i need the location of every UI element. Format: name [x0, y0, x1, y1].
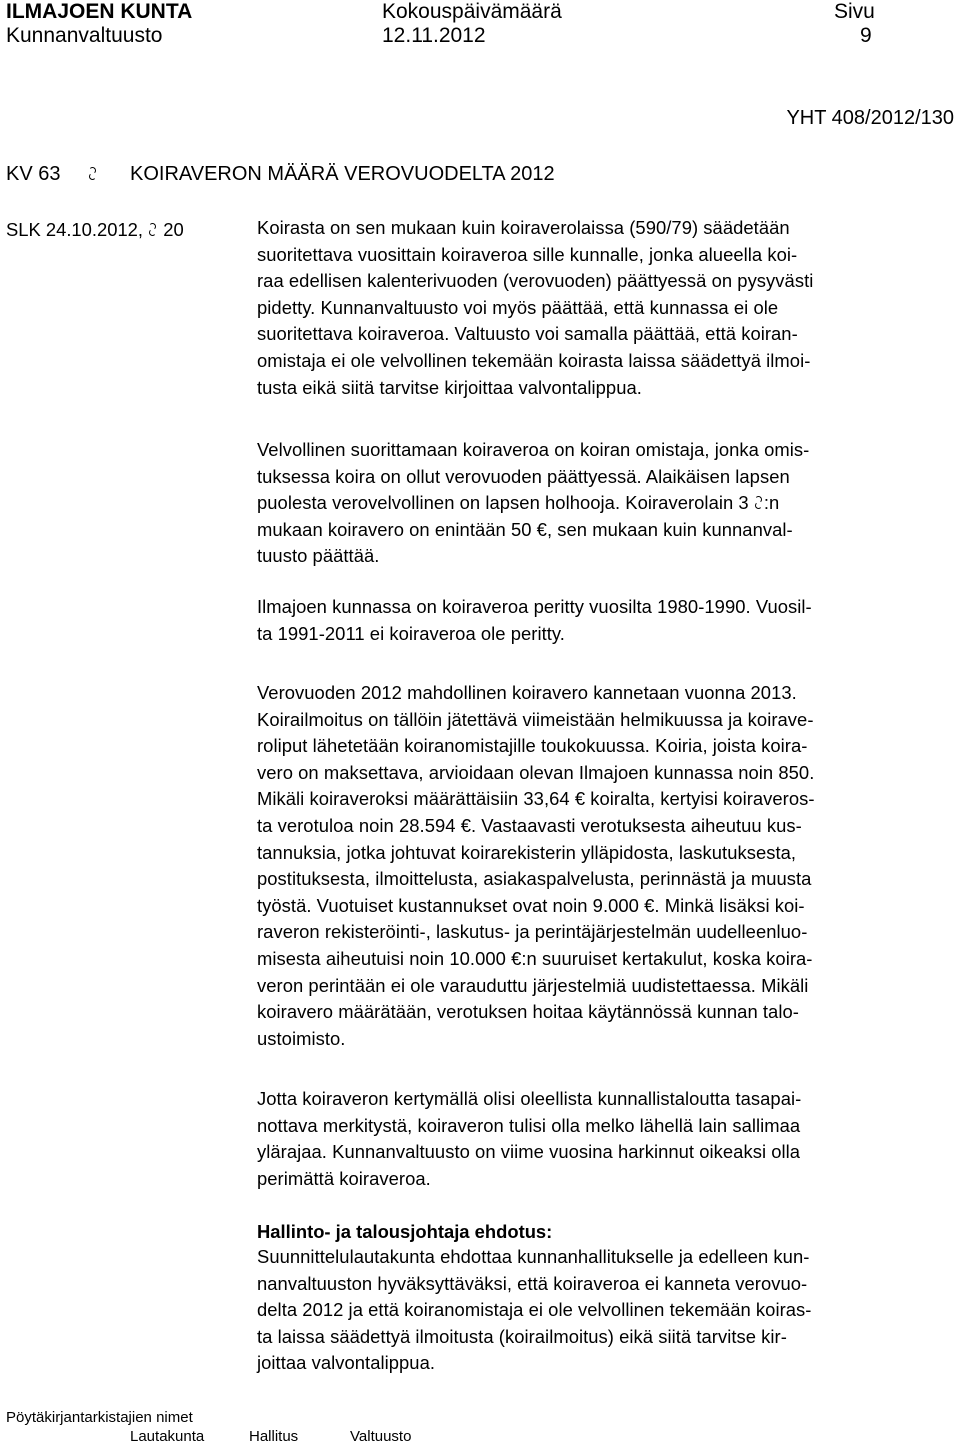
paragraph-line	[257, 921, 807, 943]
item-title: KOIRAVERON MÄÄRÄ VEROVUODELTA 2012	[130, 163, 555, 185]
meeting-reference-number: 20	[163, 219, 184, 240]
paragraph-line-text: työstä. Vuotuiset kustannukset ovat noin 9.000 €. Minkä lisäksi koi-	[257, 894, 805, 916]
paragraph-line-text: raa edellisen kalenterivuoden (verovuoden) päättyessä on pysyvästi	[257, 270, 814, 292]
paragraph-line-text: Ilmajoen kunnassa on koiraveroa peritty vuosilta 1980-1990. Vuosil-	[257, 596, 812, 617]
paragraph-line	[257, 439, 809, 461]
paragraph-line-text: pidetty. Kunnanvaltuusto voi myös päättää, että kunnassa ei ole	[257, 296, 779, 318]
paragraph-line-text: Verovuoden 2012 mahdollinen koiravero kannetaan vuonna 2013.	[257, 682, 797, 703]
proposal-line	[257, 1246, 809, 1268]
section-sign-icon	[754, 495, 764, 511]
body-name: Kunnanvaltuusto	[6, 24, 163, 47]
paragraph-line	[257, 1141, 800, 1163]
paragraph-line	[257, 323, 798, 345]
paragraph-line-text: perimättä koiraveroa.	[257, 1167, 431, 1189]
item-number-text: KV 63	[6, 163, 61, 185]
paragraph-line	[257, 545, 379, 567]
case-reference: YHT 408/2012/130	[786, 107, 954, 129]
paragraph-line-text: veron perintään ei ole varauduttu järjestelmiä uudistettaessa. Mikäli	[257, 974, 809, 996]
proposal-line-text: Suunnittelulautakunta ehdottaa kunnanhallitukselle ja edelleen kun-	[257, 1246, 810, 1267]
proposal-line	[257, 1352, 435, 1374]
paragraph-line-text: tannuksia, jotka johtuvat koirarekisterin ylläpidosta, laskutuksesta,	[257, 841, 797, 863]
paragraph-line	[257, 735, 807, 757]
paragraph-line	[257, 519, 793, 541]
page-label: Sivu	[834, 0, 875, 23]
paragraph-line	[257, 596, 812, 618]
page-number: 9	[860, 24, 872, 47]
paragraph-line	[257, 466, 790, 488]
organization-name: ILMAJOEN KUNTA	[6, 0, 193, 23]
paragraph-line-text: puolesta verovelvollinen on lapsen holhooja. Koiraverolain 3	[257, 492, 749, 514]
item-number	[6, 163, 98, 186]
paragraph-line	[257, 842, 796, 864]
paragraph-line	[257, 709, 814, 731]
paragraph-line-text: Velvollinen suorittamaan koiraveroa on koiran omistaja, jonka omis-	[257, 439, 810, 460]
footer-column-valtuusto: Valtuusto	[350, 1428, 412, 1445]
paragraph-line-text: tuksessa koira on ollut verovuoden päättyessä. Alaikäisen lapsen	[257, 465, 790, 487]
proposal-line-text: ta laissa säädettyä ilmoitusta (koirailmoitus) eikä siitä tarvitse kir-	[257, 1325, 787, 1347]
section-sign-icon	[88, 166, 98, 182]
paragraph-line-text: misesta aiheutuisi noin 10.000 €:n suuruiset kertakulut, koska koira-	[257, 948, 813, 969]
paragraph-line-text: ylärajaa. Kunnanvaltuusto on viime vuosina harkinnut oikeaksi olla	[257, 1141, 801, 1163]
footer-label: Pöytäkirjantarkistajien nimet	[6, 1409, 193, 1426]
paragraph-line	[257, 1088, 801, 1110]
proposal-line-text: nanvaltuuston hyväksyttäväksi, että koiraveroa ei kanneta verovuo-	[257, 1272, 808, 1294]
section-sign-icon	[148, 222, 158, 238]
paragraph-line	[257, 868, 811, 890]
paragraph-line	[257, 948, 812, 970]
paragraph-line-text: ta verotuloa noin 28.594 €. Vastaavasti verotuksesta aiheutuu kus-	[257, 815, 802, 836]
paragraph-line-text: Jotta koiraveron kertymällä olisi oleellista kunnallistaloutta tasapai-	[257, 1088, 802, 1109]
paragraph-line	[257, 1115, 800, 1137]
paragraph-line	[257, 975, 808, 997]
paragraph-line	[257, 377, 642, 399]
paragraph-line-text: suoritettava koiraveroa. Valtuusto voi samalla päättää, että koiran-	[257, 323, 798, 345]
meeting-date: 12.11.2012	[382, 24, 486, 47]
paragraph-line-text: tusta eikä siitä tarvitse kirjoittaa valvontalippua.	[257, 376, 642, 398]
paragraph-line	[257, 1168, 431, 1190]
proposal-line-text: delta 2012 ja että koiranomistaja ei ole velvollinen tekemään koiras-	[257, 1299, 812, 1321]
paragraph-line-text: Mikäli koiraveroksi määrättäisiin 33,64 € koiralta, kertyisi koiraveros-	[257, 788, 815, 810]
paragraph-line	[257, 895, 805, 917]
proposal-line	[257, 1299, 811, 1321]
paragraph-line-text: roliput lähetetään koiranomistajille toukokuussa. Koiria, joista koira-	[257, 735, 808, 757]
paragraph-line-text: ta 1991-2011 ei koiraveroa ole peritty.	[257, 622, 565, 644]
paragraph-line	[257, 762, 814, 784]
paragraph-line	[257, 1028, 345, 1050]
paragraph-line	[257, 217, 790, 239]
paragraph-line-text: ustoimisto.	[257, 1027, 346, 1049]
meeting-date-label: Kokouspäivämäärä	[382, 0, 562, 23]
paragraph-line	[257, 788, 815, 810]
proposal-line	[257, 1273, 807, 1295]
paragraph-line	[257, 623, 565, 645]
proposal-heading: Hallinto- ja talousjohtaja ehdotus:	[257, 1221, 553, 1242]
paragraph-line-text: suoritettava vuosittain koiraveroa sille kunnalle, jonka alueella koi-	[257, 243, 798, 265]
paragraph-line-text: vero on maksettava, arvioidaan olevan Ilmajoen kunnassa noin 850.	[257, 761, 815, 783]
proposal-line	[257, 1326, 787, 1348]
footer-column-hallitus: Hallitus	[249, 1428, 299, 1445]
proposal-line-text: joittaa valvontalippua.	[257, 1352, 436, 1374]
paragraph-line-text: mukaan koiravero on enintään 50 €, sen mukaan kuin kunnanval-	[257, 518, 793, 540]
paragraph-line	[257, 1001, 799, 1023]
paragraph-line	[257, 492, 779, 514]
paragraph-line-text: postituksesta, ilmoittelusta, asiakaspalvelusta, perinnästä ja muusta	[257, 868, 812, 890]
paragraph-line-suffix: :n	[763, 492, 780, 514]
paragraph-line	[257, 682, 797, 704]
paragraph-line	[257, 297, 778, 319]
paragraph-line-text: nottava merkitystä, koiraveron tulisi olla melko lähellä lain sallimaa	[257, 1114, 801, 1136]
meeting-reference	[6, 219, 184, 241]
paragraph-line-text: koiravero määrätään, verotuksen hoitaa käytännössä kunnan talo-	[257, 1001, 799, 1023]
paragraph-line	[257, 815, 802, 837]
paragraph-line-text: omistaja ei ole velvollinen tekemään koirasta laissa säädettyä ilmoi-	[257, 350, 811, 371]
paragraph-line-text: Koirasta on sen mukaan kuin koiraverolaissa (590/79) säädetään	[257, 217, 790, 238]
paragraph-line	[257, 350, 810, 372]
paragraph-line-text: tuusto päättää.	[257, 545, 380, 567]
meeting-reference-prefix: SLK 24.10.2012,	[6, 219, 144, 240]
paragraph-line	[257, 270, 813, 292]
paragraph-line-text: Koirailmoitus on tällöin jätettävä viimeistään helmikuussa ja koirave-	[257, 708, 814, 730]
paragraph-line	[257, 244, 797, 266]
footer-column-lautakunta: Lautakunta	[130, 1428, 205, 1445]
paragraph-line-text: raveron rekisteröinti-, laskutus- ja perintäjärjestelmän uudelleenluo-	[257, 921, 808, 943]
